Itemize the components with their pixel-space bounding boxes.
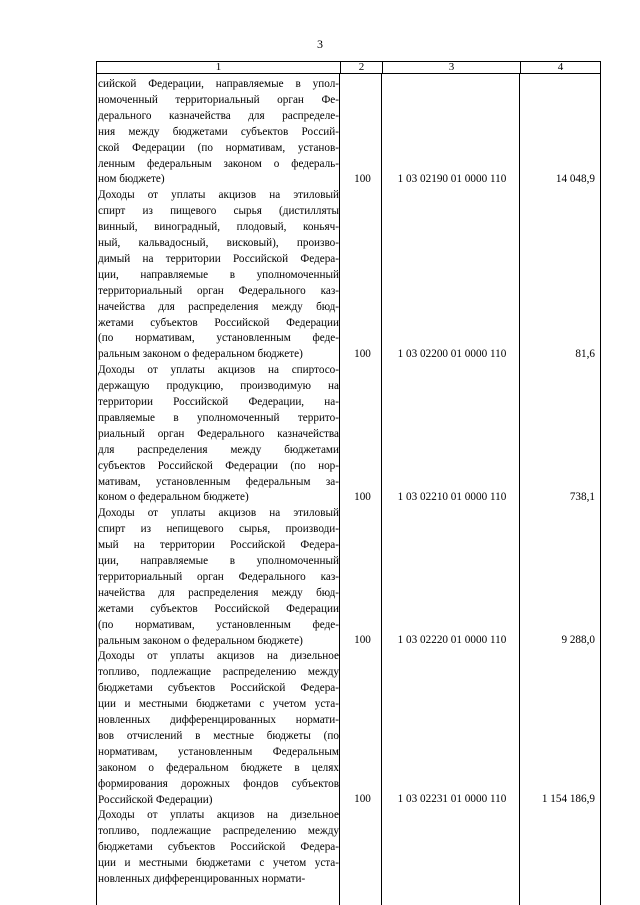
description-line: ный, кальвадосный, висковый), произво- bbox=[98, 237, 339, 250]
description-line: Российской Федерации) bbox=[98, 793, 213, 806]
description-line: ния между бюджетами субъектов Россий- bbox=[98, 125, 339, 138]
description-line: топливо, подлежащие распределению между bbox=[98, 666, 339, 679]
description-line: ленным федеральным законом о федераль- bbox=[98, 157, 339, 170]
description-line: начейства для распределения между бюд- bbox=[98, 300, 339, 313]
description-line: для распределения между бюджетами bbox=[98, 443, 339, 456]
admin-code: 100 bbox=[354, 491, 371, 504]
budget-classification-code: 1 03 02200 01 0000 110 bbox=[397, 348, 507, 361]
description-line: ции и местными бюджетами с учетом уста- bbox=[98, 698, 339, 711]
description-line: территориальный орган Федерального каз- bbox=[98, 570, 339, 583]
description-line: законом о федеральном бюджете в целях bbox=[98, 761, 339, 774]
header-col-2: 2 bbox=[358, 61, 365, 73]
description-line: ральным законом о федеральном бюджете) bbox=[98, 348, 303, 361]
amount-value: 81,6 bbox=[575, 348, 595, 361]
row-description bbox=[98, 363, 339, 506]
description-line: Доходы от уплаты акцизов на этиловый bbox=[98, 507, 339, 520]
description-line: димый на территории Российской Федера- bbox=[98, 252, 339, 265]
description-line: Доходы от уплаты акцизов на дизельное bbox=[98, 809, 339, 822]
admin-code: 100 bbox=[354, 173, 371, 186]
description-line: вов отчислений в местные бюджеты (по bbox=[98, 729, 339, 742]
description-line: начейства для распределения между бюд- bbox=[98, 586, 339, 599]
amount-value: 9 288,0 bbox=[561, 634, 595, 647]
row-description bbox=[98, 77, 339, 188]
description-line: ции, направляемые в уполномоченный bbox=[98, 555, 339, 568]
description-line: мативам, установленным федеральным за- bbox=[98, 475, 339, 488]
description-line: новленных дифференцированных нормати- bbox=[98, 714, 339, 727]
description-line: жетами субъектов Российской Федерации bbox=[98, 316, 339, 329]
description-line: дерального казначейства для распределе- bbox=[98, 109, 339, 122]
page-number: 3 bbox=[317, 37, 323, 51]
row-description bbox=[98, 808, 339, 888]
row-description bbox=[98, 649, 339, 808]
amount-value: 14 048,9 bbox=[555, 173, 595, 186]
description-line: территориальный орган Федерального каз- bbox=[98, 284, 339, 297]
budget-classification-code: 1 03 02210 01 0000 110 bbox=[397, 491, 507, 504]
admin-code: 100 bbox=[354, 348, 371, 361]
description-line: ции и местными бюджетами с учетом уста- bbox=[98, 857, 339, 870]
description-line: ской Федерации (по нормативам, установ- bbox=[98, 141, 339, 154]
description-line: коном о федеральном бюджете) bbox=[98, 491, 249, 504]
table-border-left bbox=[96, 74, 97, 905]
description-line: держащую продукцию, производимую на bbox=[98, 380, 339, 393]
description-line: Доходы от уплаты акцизов на дизельное bbox=[98, 650, 339, 663]
header-col-4: 4 bbox=[557, 61, 564, 73]
description-line: (по нормативам, установленным феде- bbox=[98, 618, 339, 631]
description-line: Доходы от уплаты акцизов на этиловый bbox=[98, 189, 339, 202]
admin-code: 100 bbox=[354, 634, 371, 647]
description-line: (по нормативам, установленным феде- bbox=[98, 332, 339, 345]
description-line: Доходы от уплаты акцизов на спиртосо- bbox=[98, 364, 339, 377]
description-line: ции, направляемые в уполномоченный bbox=[98, 268, 339, 281]
amount-value: 738,1 bbox=[569, 491, 595, 504]
header-col-1: 1 bbox=[215, 61, 222, 73]
description-line: бюджетами субъектов Российской Федера- bbox=[98, 841, 339, 854]
budget-classification-code: 1 03 02220 01 0000 110 bbox=[397, 634, 507, 647]
description-line: субъектов Российской Федерации (по нор- bbox=[98, 459, 339, 472]
header-col-3: 3 bbox=[448, 61, 455, 73]
description-line: бюджетами субъектов Российской Федера- bbox=[98, 682, 339, 695]
description-line: новленных дифференцированных нормати- bbox=[98, 873, 306, 886]
table-border-right bbox=[600, 74, 601, 905]
description-line: спирт из непищевого сырья, производи- bbox=[98, 523, 339, 536]
description-line: территории Российской Федерации, на- bbox=[98, 396, 339, 408]
description-line: сийской Федерации, направляемые в упол- bbox=[98, 78, 339, 90]
row-description bbox=[98, 188, 339, 363]
description-line: жетами субъектов Российской Федерации bbox=[98, 602, 339, 615]
description-line: нормативам, установленным Федеральным bbox=[98, 745, 339, 758]
description-line: номоченный территориальный орган Фе- bbox=[98, 93, 339, 106]
description-line: ральным законом о федеральном бюджете) bbox=[98, 634, 303, 647]
description-line: винный, виноградный, плодовый, коньяч- bbox=[98, 221, 339, 234]
amount-value: 1 154 186,9 bbox=[541, 793, 595, 806]
admin-code: 100 bbox=[354, 793, 371, 806]
description-line: правляемые в уполномоченный террито- bbox=[98, 411, 339, 424]
column-divider bbox=[339, 74, 340, 905]
row-description bbox=[98, 506, 339, 649]
description-line: ном бюджете) bbox=[98, 173, 165, 186]
description-line: риальный орган Федерального казначейства bbox=[98, 427, 339, 440]
table-header bbox=[96, 61, 601, 74]
budget-classification-code: 1 03 02231 01 0000 110 bbox=[397, 793, 507, 806]
description-line: топливо, подлежащие распределению между bbox=[98, 825, 339, 838]
description-line: мый на территории Российской Федера- bbox=[98, 539, 339, 552]
description-line: спирт из пищевого сырья (дистилляты bbox=[98, 205, 339, 218]
description-line: формирования дорожных фондов субъектов bbox=[98, 777, 339, 790]
budget-classification-code: 1 03 02190 01 0000 110 bbox=[397, 173, 507, 186]
